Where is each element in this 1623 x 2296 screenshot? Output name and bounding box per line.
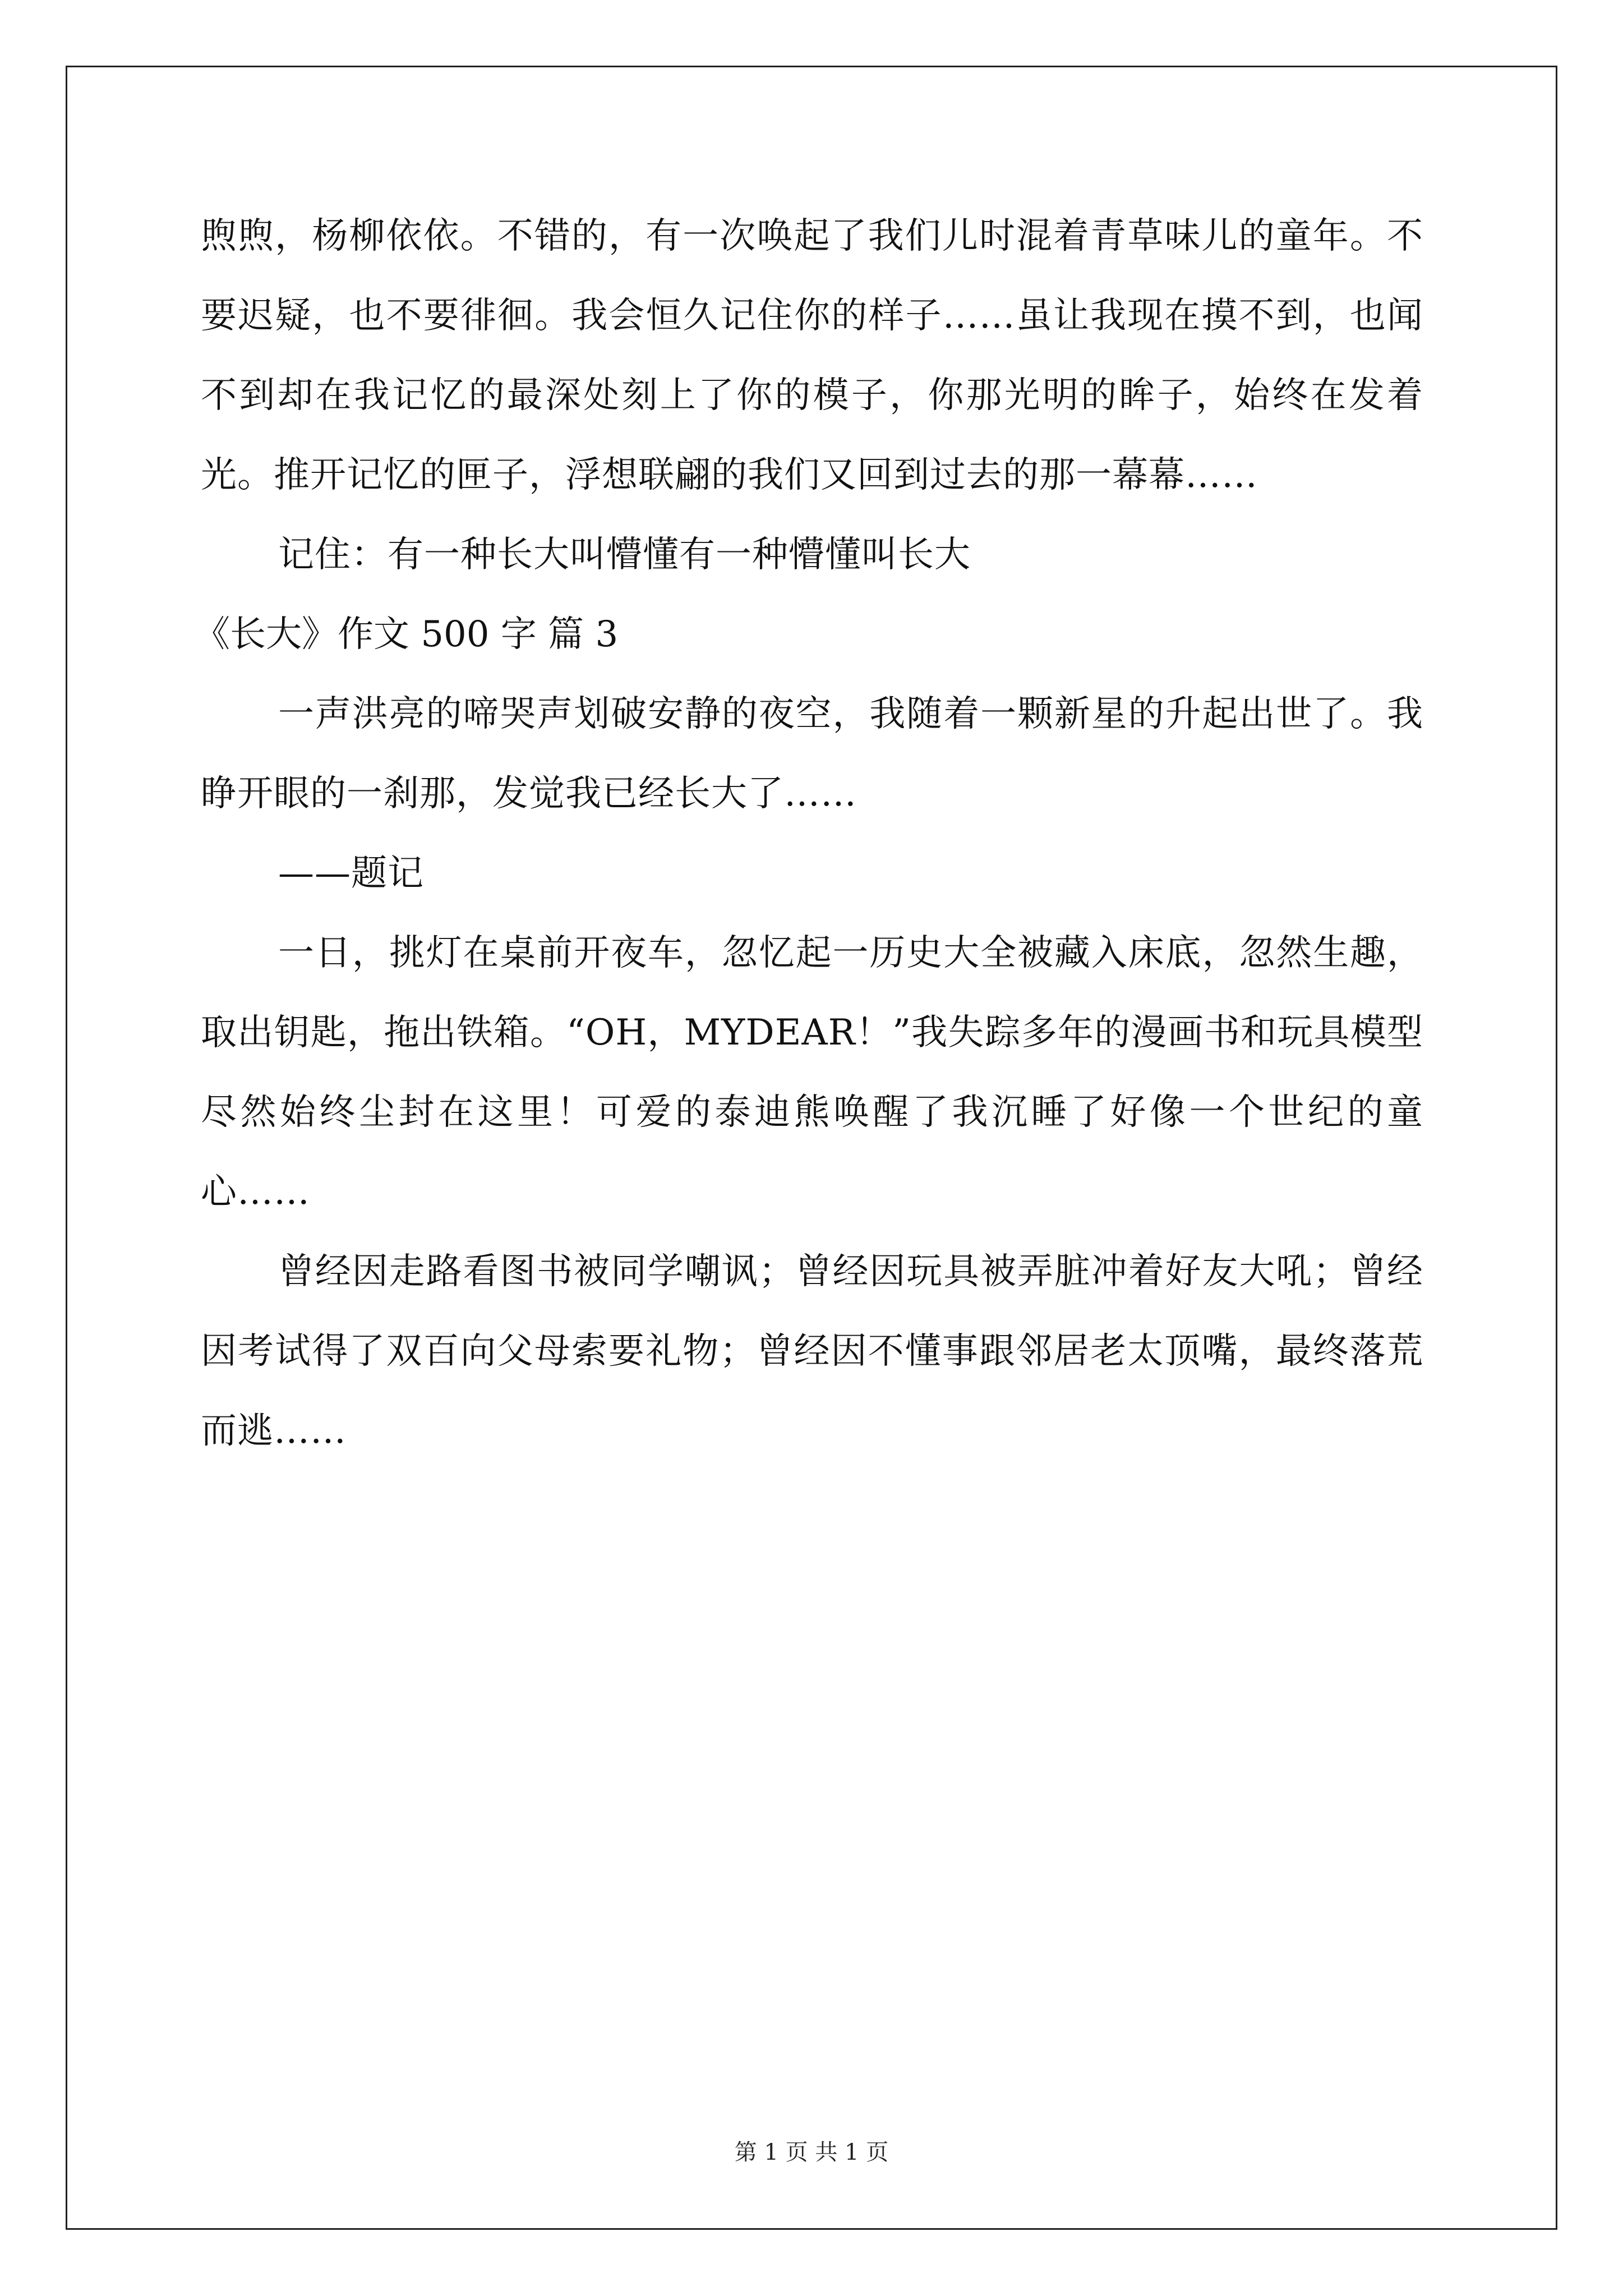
paragraph: 曾经因走路看图书被同学嘲讽；曾经因玩具被弄脏冲着好友大吼；曾经因考试得了双百向父母索要礼物；曾经因不懂事跟邻居老太顶嘴，最终落荒而逃……: [201, 1251, 1423, 1452]
page-number-footer: 第 1 页 共 1 页: [734, 2139, 889, 2165]
paragraph: 一声洪亮的啼哭声划破安静的夜空，我随着一颗新星的升起出世了。我睁开眼的一刹那，发觉我已经长大了……: [201, 693, 1423, 815]
paragraph: 煦煦，杨柳依依。不错的，有一次唤起了我们儿时混着青草味儿的童年。不要迟疑，也不要徘徊。我会恒久记住你的样子……虽让我现在摸不到，也闻不到却在我记忆的最深处刻上了你的模子，你那光明的眸子，始终在发着光。推开记忆的匣子，浮想联翩的我们又回到过去的那一幕幕……: [201, 215, 1423, 496]
paragraph: 记住：有一种长大叫懵懂有一种懵懂叫长大: [278, 534, 971, 576]
paragraph: 一日，挑灯在桌前开夜车，忽忆起一历史大全被藏入床底，忽然生趣，取出钥匙，拖出铁箱。“OH，MYDEAR！”我失踪多年的漫画书和玩具模型尽然始终尘封在这里！可爱的泰迪熊唤醒了我沉睡了好像一个世纪的童心……: [201, 932, 1423, 1213]
document-body: [194, 196, 1423, 1471]
paragraph: ——题记: [278, 853, 424, 894]
section-heading: 《长大》作文 500 字 篇 3: [194, 614, 619, 655]
